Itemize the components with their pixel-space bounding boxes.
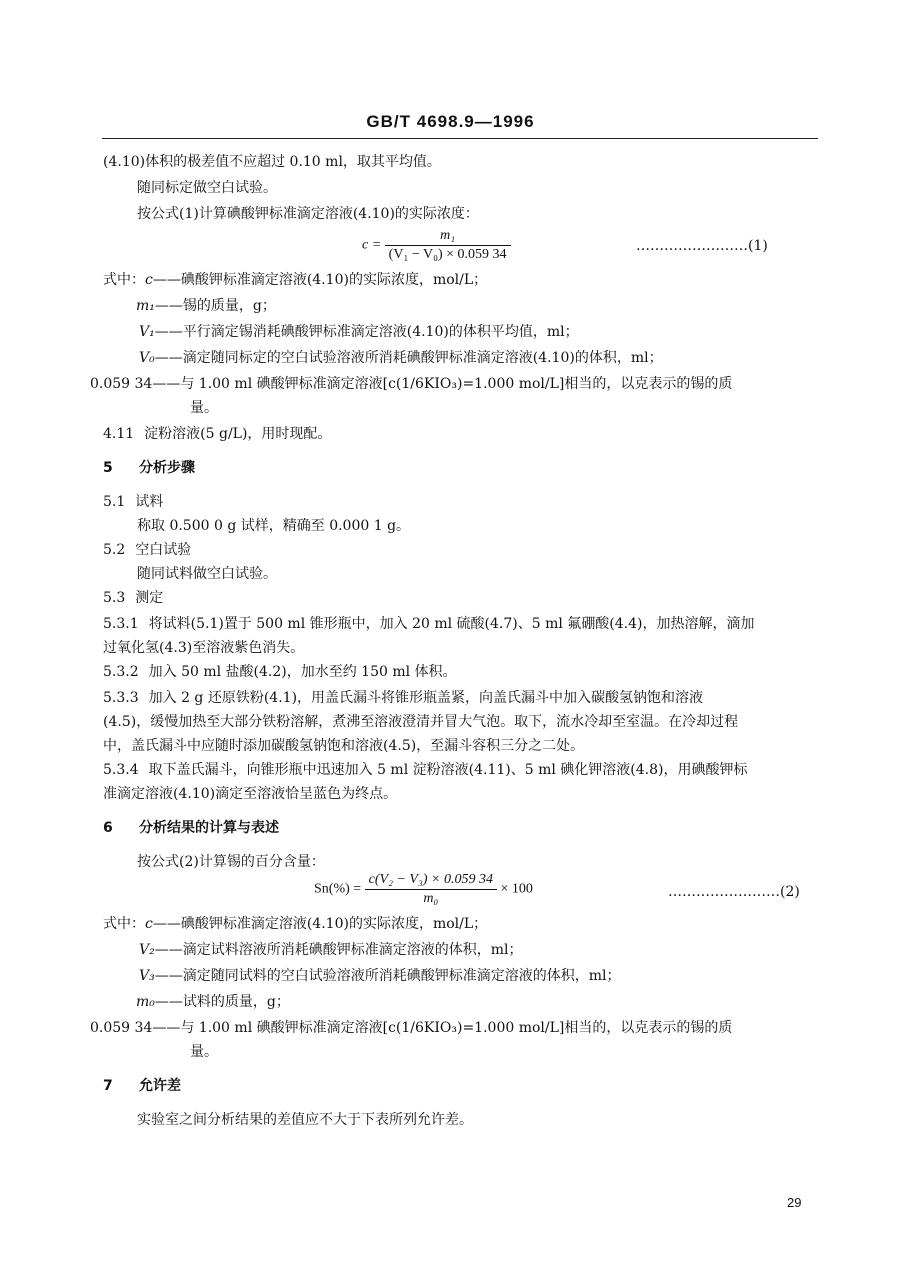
page-number: 29	[787, 1195, 802, 1210]
formula-1-denominator: (V₁ − V₀) × 0.059 34	[388, 247, 507, 262]
section-5-3-3-line-3: 中，盖氏漏斗中应随时添加碳酸氢钠饱和溶液(4.5)，至漏斗容积三分之二处。	[103, 738, 585, 754]
section-5-3-3-text: 加入 2 g 还原铁粉(4.1)，用盖氏漏斗将锥形瓶盖紧，向盖氏漏斗中加入碳酸氢钠饱和溶液	[148, 690, 704, 706]
where-1-row-factor-cont: 量。	[190, 400, 218, 416]
formula-1-lhs: c =	[362, 237, 382, 253]
section-5-2-number: 5.2	[103, 542, 126, 558]
intro-line-3: 按公式(1)计算碘酸钾标准滴定溶液(4.10)的实际浓度：	[137, 206, 479, 222]
section-5-3-1-number: 5.3.1	[103, 616, 139, 632]
section-7-heading	[103, 1076, 181, 1096]
where-1-desc: ——碘酸钾标准滴定溶液(4.10)的实际浓度，mol/L；	[152, 272, 488, 288]
section-5-3-4-number: 5.3.4	[103, 762, 139, 778]
section-5-3-4-line-2: 准滴定溶液(4.10)滴定至溶液恰呈蓝色为终点。	[103, 786, 398, 802]
section-5-3-2-text: 加入 50 ml 盐酸(4.2)，加水至约 150 ml 体积。	[148, 664, 457, 680]
where-2-row-v2	[139, 940, 523, 960]
section-5-2-title: 空白试验	[135, 542, 192, 558]
section-7-title: 允许差	[139, 1078, 181, 1094]
where-2-desc: ——碘酸钾标准滴定溶液(4.10)的实际浓度，mol/L；	[152, 916, 488, 932]
where-2-lead: 式中：	[103, 916, 145, 932]
formula-2-denominator: m₀	[423, 891, 439, 906]
section-5-1-heading	[103, 492, 163, 512]
section-6-title: 分析结果的计算与表述	[139, 820, 279, 836]
where-2-symbol: m₀	[136, 994, 155, 1010]
section-5-3-3-line-2: (4.5)，缓慢加热至大部分铁粉溶解，煮沸至溶液澄清并冒大气泡。取下，流水冷却至室温。在冷却过程	[103, 714, 739, 730]
item-4-11-text: 淀粉溶液(5 g/L)，用时现配。	[144, 426, 332, 442]
where-2-desc: ——滴定试料溶液所消耗碘酸钾标准滴定溶液的体积，ml；	[154, 942, 523, 958]
where-1-row-factor	[90, 374, 732, 394]
where-2-desc: ——滴定随同试料的空白试验溶液所消耗碘酸钾标准滴定溶液的体积，ml；	[154, 968, 621, 984]
where-1-row-m1	[136, 296, 276, 316]
intro-line-2: 随同标定做空白试验。	[137, 180, 277, 196]
formula-2-tail: × 100	[500, 881, 533, 897]
section-5-title: 分析步骤	[139, 460, 195, 476]
where-2-row-v3	[139, 966, 621, 986]
where-1-desc: ——锡的质量，g；	[154, 298, 276, 314]
standard-code-header: GB/T 4698.9—1996	[366, 112, 535, 131]
section-5-3-1-text: 将试料(5.1)置于 500 ml 锥形瓶中，加入 20 ml 硫酸(4.7)、5 ml 氟硼酸(4.4)，加热溶解，滴加	[148, 616, 755, 632]
item-4-11	[103, 424, 331, 444]
formula-2-lhs: Sn(%) =	[314, 881, 362, 897]
section-5-3-4-text: 取下盖氏漏斗，向锥形瓶中迅速加入 5 ml 淀粉溶液(4.11)、5 ml 碘化钾溶液(4.8)，用碘酸钾标	[148, 762, 748, 778]
formula-2-fraction	[365, 872, 497, 907]
section-5-2-text: 随同试料做空白试验。	[137, 566, 277, 582]
section-5-3-1-line-2: 过氧化氢(4.3)至溶液紫色消失。	[103, 640, 305, 656]
section-5-3-2-number: 5.3.2	[103, 664, 139, 680]
section-6-text: 按公式(2)计算锡的百分含量：	[137, 854, 325, 870]
section-5-3-number: 5.3	[103, 590, 126, 606]
where-1-symbol: 0.059 34	[90, 376, 153, 392]
where-2-symbol: V₂	[139, 942, 155, 958]
where-2-row-c	[103, 914, 487, 934]
where-1-symbol: V₀	[139, 350, 155, 366]
section-5-heading	[103, 458, 195, 478]
item-4-11-number: 4.11	[103, 426, 135, 442]
section-5-number: 5	[103, 460, 113, 476]
formula-2	[314, 872, 533, 907]
where-1-symbol: c	[145, 272, 153, 288]
where-2-row-m0	[136, 992, 290, 1012]
where-1-symbol: V₁	[139, 324, 155, 340]
formula-2-numerator: c(V₂ − V₃) × 0.059 34	[365, 872, 497, 890]
where-2-symbol: c	[145, 916, 153, 932]
section-5-1-number: 5.1	[103, 494, 126, 510]
where-1-row-c	[103, 270, 487, 290]
section-5-3-2-line-1	[103, 662, 457, 682]
formula-1-numerator: m₁	[385, 228, 511, 246]
where-1-symbol: m₁	[136, 298, 155, 314]
section-5-3-title: 测定	[135, 590, 164, 606]
section-5-3-3-line-1	[103, 688, 703, 708]
section-7-number: 7	[103, 1078, 113, 1094]
where-2-row-factor-cont: 量。	[190, 1044, 218, 1060]
where-1-row-v1	[139, 322, 579, 342]
where-2-desc: ——与 1.00 ml 碘酸钾标准滴定溶液[c(1/6KIO₃)=1.000 mol/L]相当的，以克表示的锡的质	[152, 1020, 733, 1036]
section-5-3-4-line-1	[103, 760, 747, 780]
section-5-3-heading	[103, 588, 163, 608]
formula-2-number: ……………………(2)	[668, 884, 800, 900]
section-5-1-text: 称取 0.500 0 g 试样，精确至 0.000 1 g。	[137, 518, 411, 534]
header-rule	[102, 138, 818, 139]
where-2-desc: ——试料的质量，g；	[154, 994, 290, 1010]
formula-1-number: ……………………(1)	[636, 238, 768, 254]
section-6-heading	[103, 818, 279, 838]
section-7-text: 实验室之间分析结果的差值应不大于下表所列允许差。	[137, 1112, 473, 1128]
where-1-desc: ——平行滴定锡消耗碘酸钾标准滴定溶液(4.10)的体积平均值，ml；	[154, 324, 579, 340]
where-2-symbol: 0.059 34	[90, 1020, 153, 1036]
section-5-2-heading	[103, 540, 191, 560]
section-6-number: 6	[103, 820, 113, 836]
section-5-1-title: 试料	[135, 494, 164, 510]
where-2-symbol: V₃	[139, 968, 155, 984]
where-1-lead: 式中：	[103, 272, 145, 288]
where-1-desc: ——与 1.00 ml 碘酸钾标准滴定溶液[c(1/6KIO₃)=1.000 mol/L]相当的，以克表示的锡的质	[152, 376, 733, 392]
formula-1-fraction	[385, 228, 511, 263]
where-2-row-factor	[90, 1018, 732, 1038]
formula-1	[362, 228, 511, 263]
where-1-desc: ——滴定随同标定的空白试验溶液所消耗碘酸钾标准滴定溶液(4.10)的体积，ml；	[154, 350, 663, 366]
section-5-3-1-line-1	[103, 614, 755, 634]
where-1-row-v0	[139, 348, 663, 368]
section-5-3-3-number: 5.3.3	[103, 690, 139, 706]
intro-line-1: (4.10)体积的极差值不应超过 0.10 ml，取其平均值。	[103, 154, 441, 170]
